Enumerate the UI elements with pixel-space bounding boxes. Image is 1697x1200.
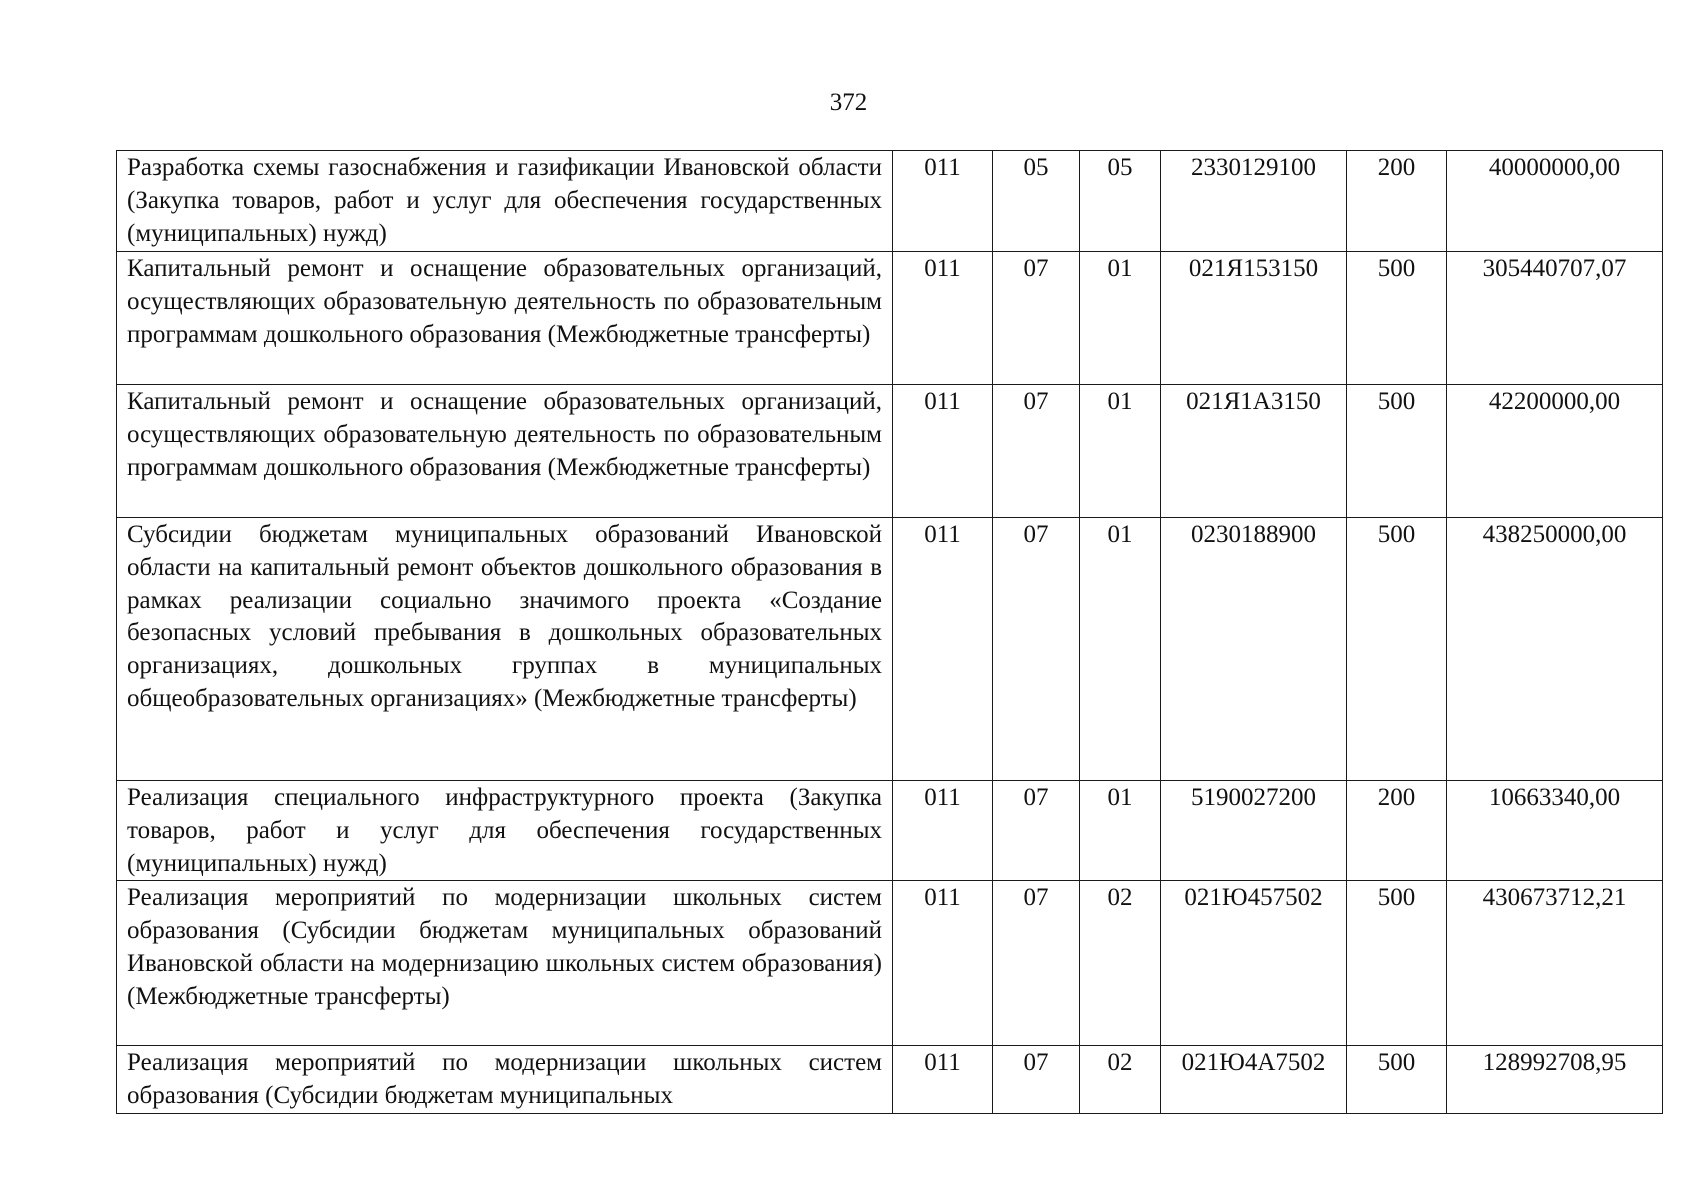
subsection-code: 05	[1080, 151, 1161, 252]
target-article-code: 021Я153150	[1161, 252, 1347, 385]
amount-value: 128992708,95	[1447, 1046, 1663, 1114]
amount-value: 305440707,07	[1447, 252, 1663, 385]
section-code: 05	[993, 151, 1080, 252]
expense-type-code: 500	[1347, 1046, 1447, 1114]
ministry-code: 011	[893, 252, 993, 385]
ministry-code: 011	[893, 518, 993, 781]
target-article-code: 5190027200	[1161, 781, 1347, 881]
expense-description: Капитальный ремонт и оснащение образовательных организаций, осуществляющих образовательную деятельность по образовательным программам дошкольного образования (Межбюджетные трансферты)	[117, 385, 893, 518]
expense-description: Разработка схемы газоснабжения и газификации Ивановской области (Закупка товаров, работ и услуг для обеспечения государственных (муниципальных) нужд)	[117, 151, 893, 252]
subsection-code: 01	[1080, 518, 1161, 781]
amount-value: 438250000,00	[1447, 518, 1663, 781]
expense-description: Капитальный ремонт и оснащение образовательных организаций, осуществляющих образовательную деятельность по образовательным программам дошкольного образования (Межбюджетные трансферты)	[117, 252, 893, 385]
target-article-code: 0230188900	[1161, 518, 1347, 781]
subsection-code: 02	[1080, 1046, 1161, 1114]
amount-value: 40000000,00	[1447, 151, 1663, 252]
amount-value: 10663340,00	[1447, 781, 1663, 881]
expense-description: Реализация мероприятий по модернизации школьных систем образования (Субсидии бюджетам муниципальных	[117, 1046, 893, 1114]
expense-description: Реализация специального инфраструктурного проекта (Закупка товаров, работ и услуг для обеспечения государственных (муниципальных) нужд)	[117, 781, 893, 881]
section-code: 07	[993, 1046, 1080, 1114]
target-article-code: 021Ю4А7502	[1161, 1046, 1347, 1114]
ministry-code: 011	[893, 881, 993, 1046]
expense-type-code: 500	[1347, 518, 1447, 781]
page-number: 372	[829, 89, 868, 116]
expense-type-code: 500	[1347, 385, 1447, 518]
ministry-code: 011	[893, 1046, 993, 1114]
budget-table	[116, 150, 1663, 1114]
subsection-code: 01	[1080, 252, 1161, 385]
table-row	[117, 252, 1663, 385]
ministry-code: 011	[893, 781, 993, 881]
section-code: 07	[993, 252, 1080, 385]
target-article-code: 2330129100	[1161, 151, 1347, 252]
expense-description: Субсидии бюджетам муниципальных образований Ивановской области на капитальный ремонт объектов дошкольного образования в рамках реализации социально значимого проекта «Создание безопасных условий пребывания в дошкольных образовательных организациях, дошкольных группах в муниципальных общеобразовательных организациях» (Межбюджетные трансферты)	[117, 518, 893, 781]
amount-value: 430673712,21	[1447, 881, 1663, 1046]
section-code: 07	[993, 781, 1080, 881]
table-row	[117, 781, 1663, 881]
target-article-code: 021Ю457502	[1161, 881, 1347, 1046]
section-code: 07	[993, 518, 1080, 781]
subsection-code: 01	[1080, 385, 1161, 518]
expense-description: Реализация мероприятий по модернизации школьных систем образования (Субсидии бюджетам муниципальных образований Ивановской области на модернизацию школьных систем образования) (Межбюджетные трансферты)	[117, 881, 893, 1046]
expense-type-code: 200	[1347, 151, 1447, 252]
ministry-code: 011	[893, 151, 993, 252]
table-row	[117, 1046, 1663, 1114]
ministry-code: 011	[893, 385, 993, 518]
table-row	[117, 151, 1663, 252]
amount-value: 42200000,00	[1447, 385, 1663, 518]
expense-type-code: 200	[1347, 781, 1447, 881]
table-row	[117, 518, 1663, 781]
table-row	[117, 881, 1663, 1046]
section-code: 07	[993, 385, 1080, 518]
expense-type-code: 500	[1347, 252, 1447, 385]
section-code: 07	[993, 881, 1080, 1046]
table-row	[117, 385, 1663, 518]
expense-type-code: 500	[1347, 881, 1447, 1046]
target-article-code: 021Я1А3150	[1161, 385, 1347, 518]
subsection-code: 01	[1080, 781, 1161, 881]
subsection-code: 02	[1080, 881, 1161, 1046]
